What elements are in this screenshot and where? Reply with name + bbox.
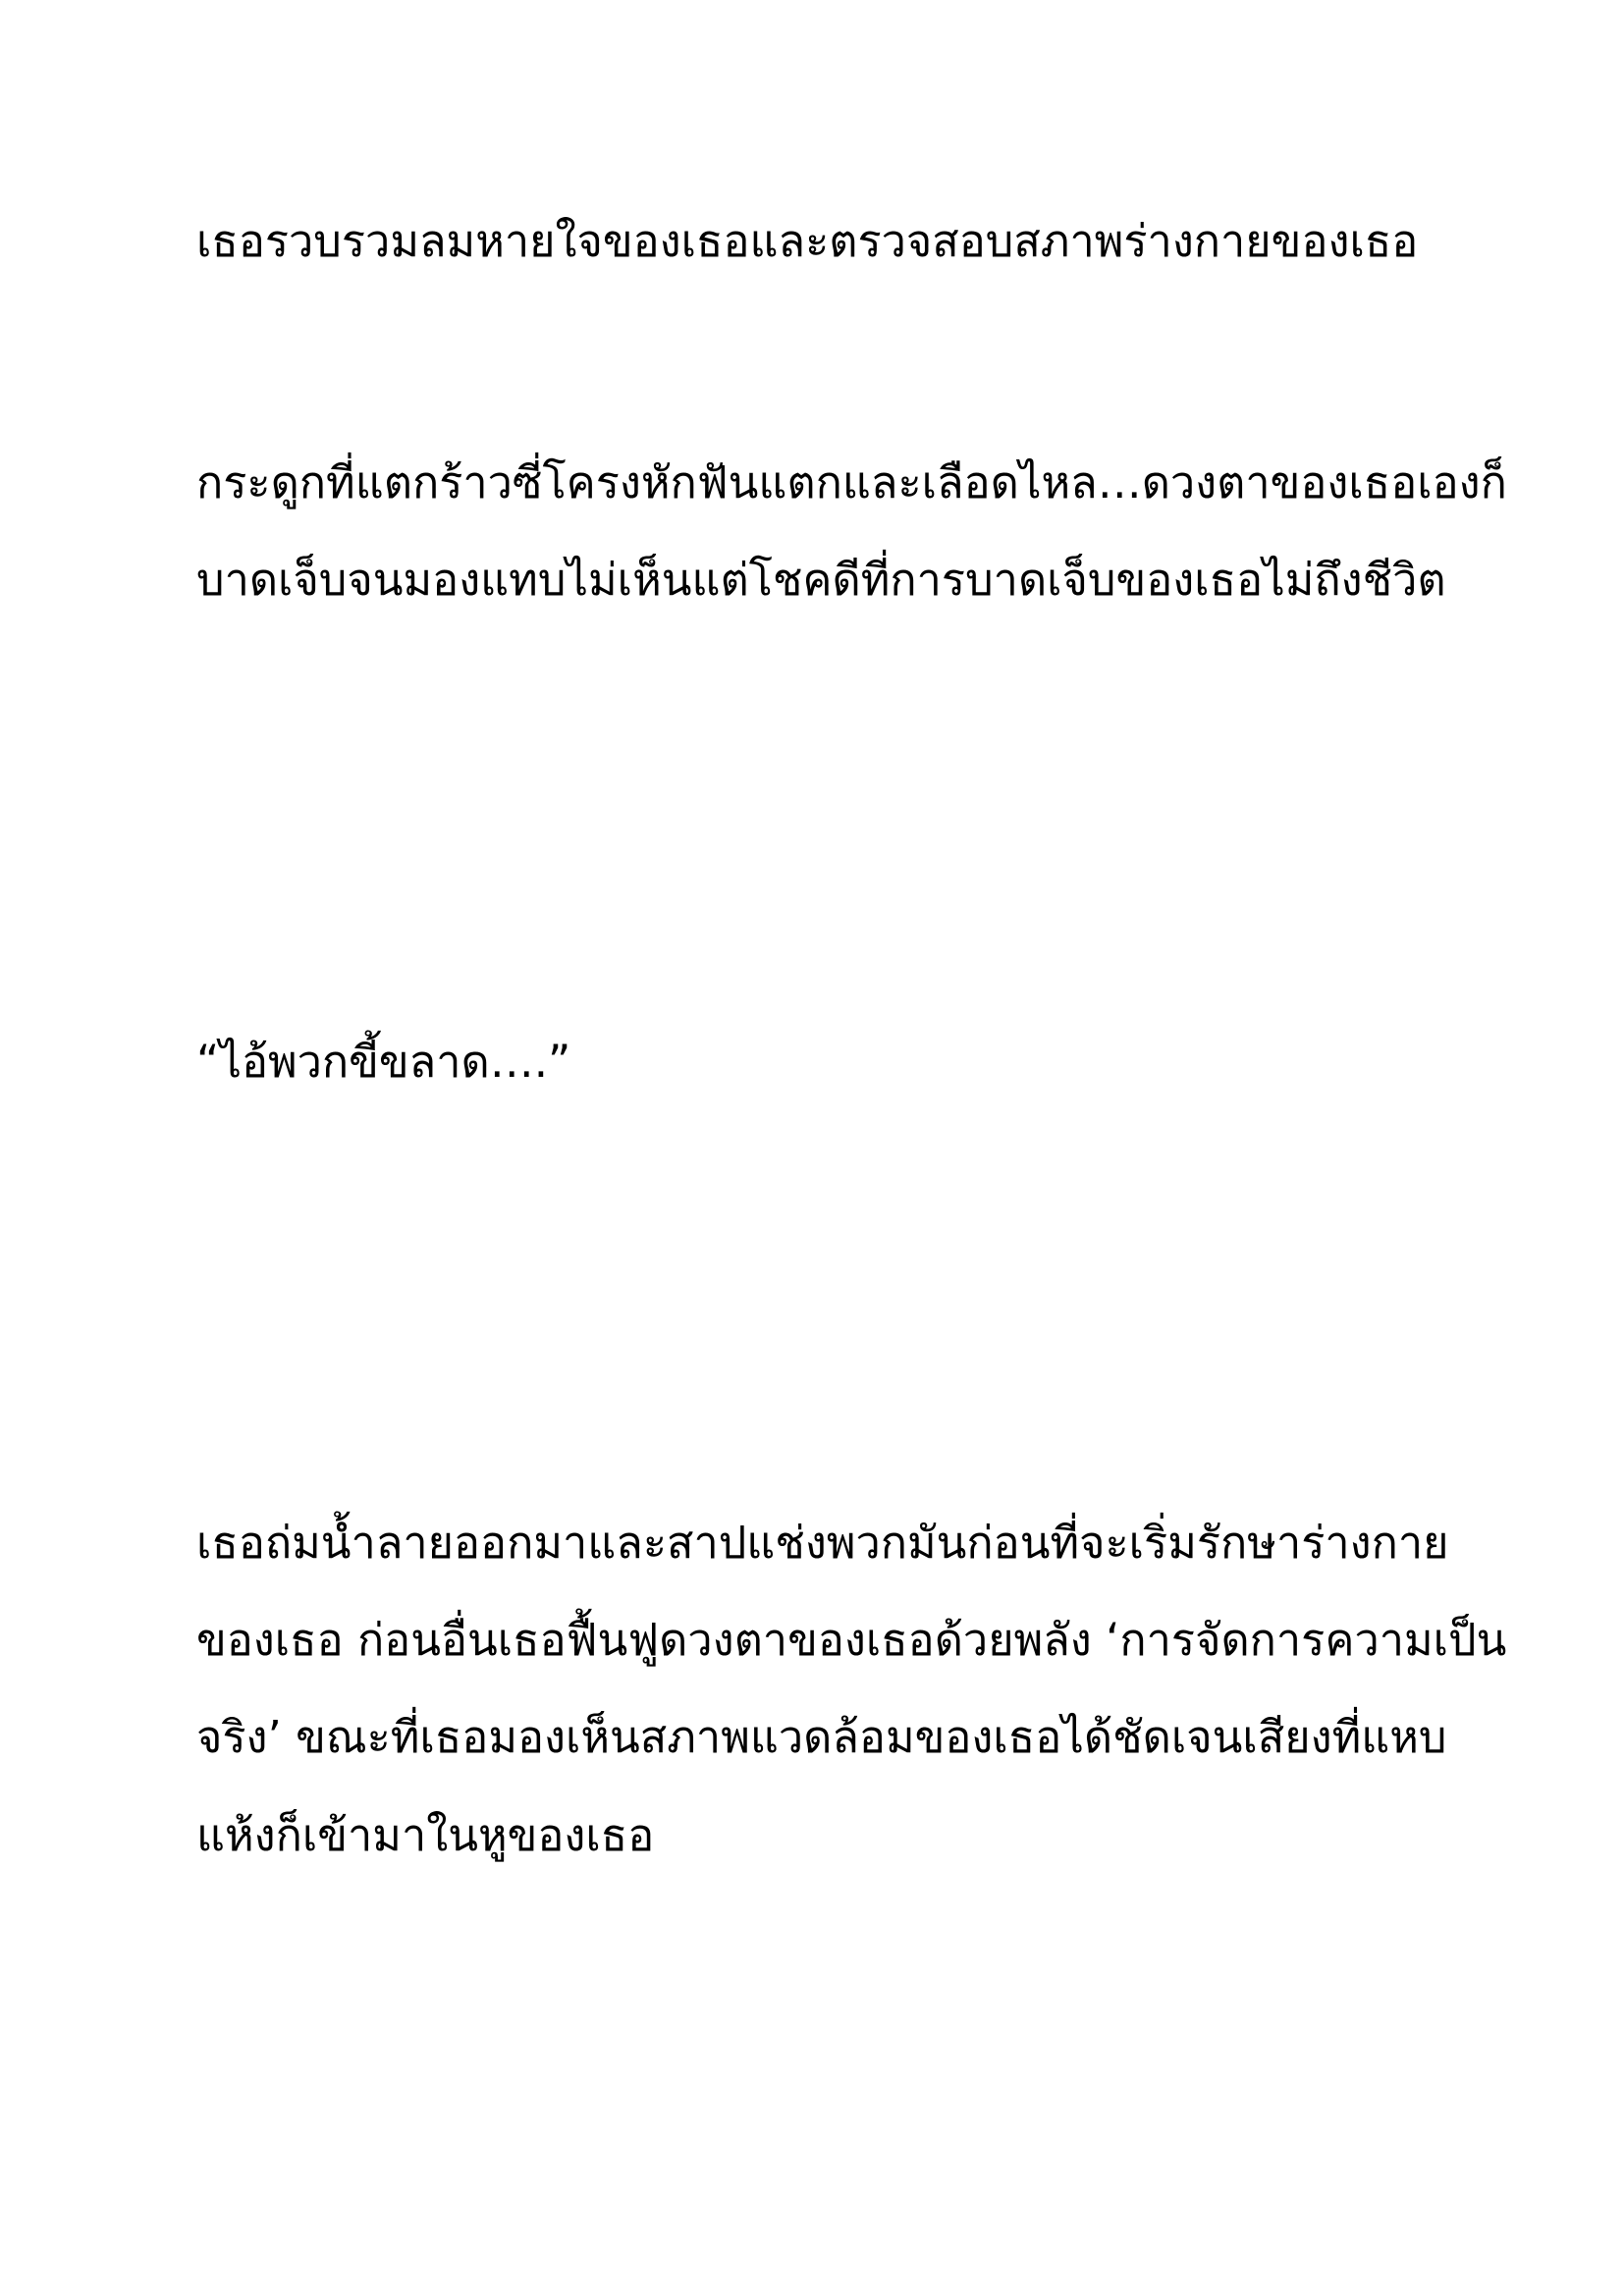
paragraph-1-line-1: เธอรวบรวมลมหายใจของเธอและตรวจสอบสภาพร่างกายของเธอ	[196, 215, 1419, 267]
paragraph-4-line-1: เธอถ่มน้ำลายออกมาและสาปแช่งพวกมันก่อนที่จะเริ่มรักษาร่างกาย	[196, 1517, 1449, 1569]
paragraph-2-line-2: บาดเจ็บจนมองแทบไม่เห็นแต่โชคดีที่การบาดเจ็บของเธอไม่ถึงชีวิต	[196, 554, 1446, 606]
paragraph-4-line-3: จริง’ ขณะที่เธอมองเห็นสภาพแวดล้อมของเธอได้ชัดเจนเสียงที่แหบ	[196, 1711, 1447, 1763]
paragraph-2-line-1: กระดูกที่แตกร้าวซี่โครงหักฟันแตกและเลือดไหล…ดวงตาของเธอเองก็	[196, 456, 1507, 508]
paragraph-4-line-2: ของเธอ ก่อนอื่นเธอฟื้นฟูดวงตาของเธอด้วยพลัง ‘การจัดการความเป็น	[196, 1614, 1507, 1666]
paragraph-4-line-4: แห้งก็เข้ามาในหูของเธอ	[196, 1809, 655, 1861]
dialogue-line: “ไอ้พวกขี้ขลาด….”	[196, 1036, 571, 1088]
